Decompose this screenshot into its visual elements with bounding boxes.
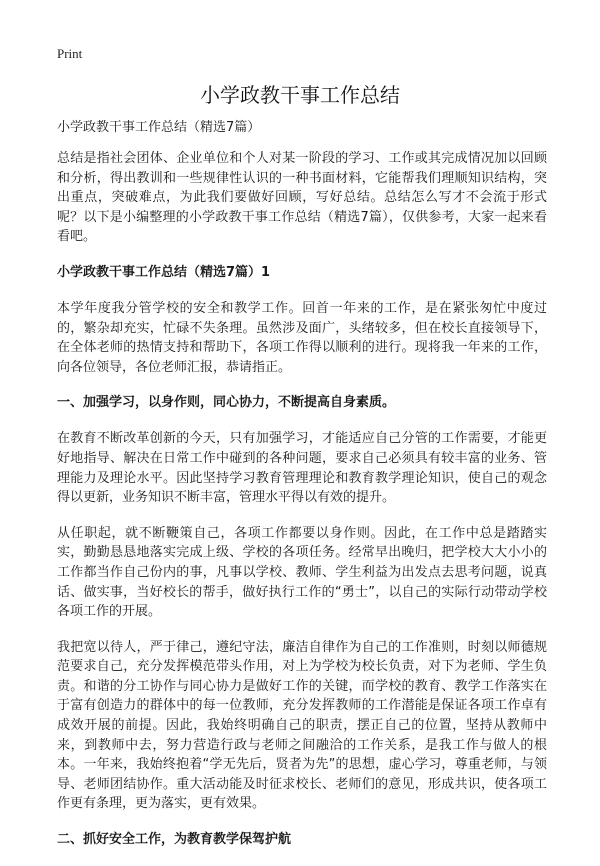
paragraph-4: 我把宽以待人，严于律己，遵纪守法，廉洁自律作为自己的工作准则，时刻以师德规范要求自己，充分发挥模范带头作用，对上为学校为校长负责，对下为老师、学生负责。和谐的分工协作与同心协力是做好工作的关键，而学校的教育、教学工作落实在于富有创造力的群体中的每一位教师，充分发挥教师的工作潜能是保证各项工作卓有成效开展的前提。因此，我始终明确自己的职责，摆正自己的位置，坚持从教师中来，到教师中去，努力营造行政与老师之间融洽的工作关系，是我工作与做人的根本。一年来，我始终抱着“学无先后，贤者为先”的思想，虚心学习，尊重老师，与领导、老师团结协作。重大活动能及时征求校长、老师们的意见，形成共识，使各项工作更有条理，更为落实，更有效果。 <box>57 639 547 812</box>
paragraph-3: 从任职起，就不断鞭策自己，各项工作都要以身作则。因此，在工作中总是踏踏实实，勤勤恳恳地落实完成上级、学校的各项任务。经常早出晚归，把学校大大小小的工作都当作自己份内的事，凡事以学校、教师、学生利益为出发点去思考问题，说真话、做实事，当好校长的帮手，做好执行工作的“勇士”，以自己的实际行动带动学校各项工作的开展。 <box>57 525 547 620</box>
document-body <box>57 118 547 866</box>
intro-paragraph: 总结是指社会团体、企业单位和个人对某一阶段的学习、工作或其完成情况加以回顾和分析，得出教训和一些规律性认识的一种书面材料，它能帮我们理顺知识结构，突出重点，突破难点，为此我们要做好回顾，写好总结。总结怎么写才不会流于形式呢？以下是小编整理的小学政教干事工作总结（精选7篇），仅供参考，大家一起来看看吧。 <box>57 151 547 245</box>
article-heading: 小学政教干事工作总结（精选7篇）1 <box>57 264 271 280</box>
section-heading-1: 一、加强学习，以身作则，同心协力，不断提高自身素质。 <box>57 395 396 411</box>
paragraph-2: 在教育不断改革创新的今天，只有加强学习，才能适应自己分管的工作需要，才能更好地指导、解决在日常工作中碰到的各种问题，要求自己必须具有较丰富的业务、管理能力及理论水平。因此坚持学习教育管理理论和教育教学理论知识，使自己的观念得以更新，业务知识不断丰富，管理水平得以有效的提升。 <box>57 431 547 506</box>
section-heading-2: 二、抓好安全工作，为教育教学保驾护航 <box>57 832 292 848</box>
paragraph-1: 本学年度我分管学校的安全和教学工作。回首一年来的工作，是在紧张匆忙中度过的，繁杂却充实，忙碌不失条理。虽然涉及面广，头绪较多，但在校长直接领导下，在全体老师的热情支持和帮助下，各项工作得以顺利的进行。现将我一年来的工作，向各位领导，各位老师汇报，恭请指正。 <box>57 300 547 375</box>
document-subtitle: 小学政教干事工作总结（精选7篇） <box>57 120 261 135</box>
page-title: 小学政教干事工作总结 <box>200 83 400 107</box>
print-link[interactable]: Print <box>57 46 83 61</box>
